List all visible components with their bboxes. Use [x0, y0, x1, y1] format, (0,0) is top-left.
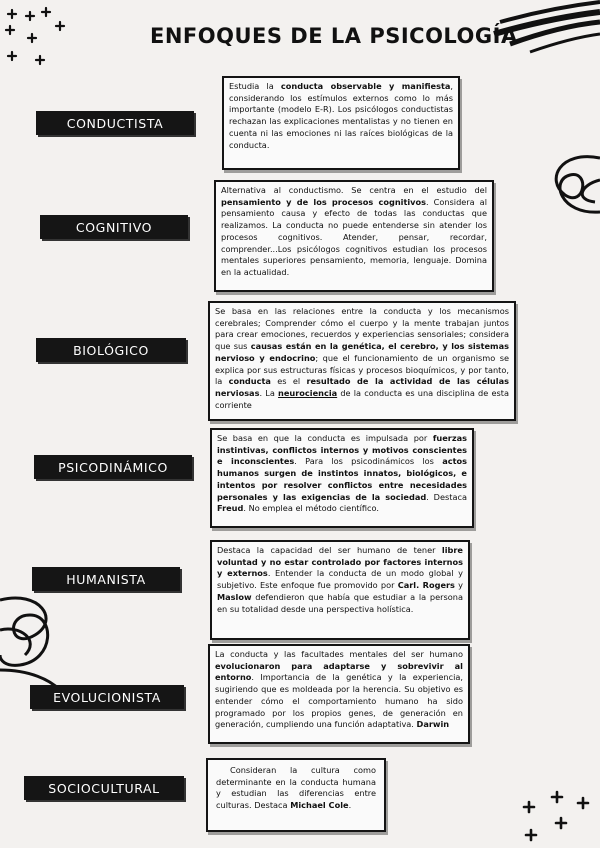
spiral-decoration-right: [540, 140, 600, 230]
description-text-2-5: resultado de la actividad de las células nerviosas: [215, 376, 509, 398]
description-sociocultural: [206, 758, 386, 832]
description-text-4-5: Maslow: [217, 591, 252, 602]
description-text-2-8: de la conducta es una disciplina de esta corriente: [215, 387, 509, 410]
description-psicodinamico: [210, 428, 474, 528]
description-text-2-4: es el: [270, 376, 307, 387]
description-text-1-2: . Considera al pensamiento causa y efecto de todas las conductas que realizamos. La conducta no puede entenderse sin atender los procesos cognitivos. Atender, pensar, recordar, comprender...Los psicólogos cognitivos estudian los procesos mentales superiores pensamiento, memoria, lenguaje. Domina en la actualidad.: [221, 196, 487, 277]
description-text-2-2: ; que el funcionamiento de un organismo se explica por sus estructuras físicas y procesos bioquímicos, y por tanto, la: [215, 352, 509, 387]
description-text-1-1: pensamiento y de los procesos cognitivos: [221, 196, 427, 207]
label-cognitivo: COGNITIVO: [40, 215, 188, 239]
description-text-6-0: Consideran la cultura como determinante en la conducta humana y estudian las diferencias entre culturas. Destaca: [216, 765, 376, 811]
description-text-5-2: . Importancia de la genética y la experiencia, sugiriendo que es moldeada por la herencia. Su objetivo es entender cómo el comportamiento humano ha sido programado por los propios genes, de generación en generación, cumpliendo una función adaptativa.: [215, 672, 463, 730]
label-evolucionista: EVOLUCIONISTA: [30, 685, 184, 709]
description-text-3-0: Se basa en que la conducta es impulsada por: [217, 433, 433, 443]
label-conductista: CONDUCTISTA: [36, 111, 194, 135]
description-text-5-1: evolucionaron para adaptarse y sobrevivir al entorno: [215, 660, 463, 683]
description-text-3-1: fuerzas instintivas, conflictos internos y motivos conscientes e inconscientes: [217, 433, 467, 467]
description-text-1-0: Alternativa al conductismo. Se centra en el estudio del: [221, 185, 487, 195]
stars-decoration-bottom-right: [520, 785, 600, 848]
description-text-4-3: Carl. Rogers: [397, 580, 455, 591]
description-text-6-2: .: [348, 800, 352, 811]
description-humanista: [210, 540, 470, 640]
label-humanista: HUMANISTA: [32, 567, 180, 591]
description-text-3-5: Freud: [217, 503, 244, 514]
description-text-0-2: , considerando los estímulos externos como lo más importante (modelo E-R). Los psicólogos conductistas rechazan las explicaciones mentalistas y no tienen en cuenta ni las emociones ni las raíces biológicas de la conducta.: [229, 81, 453, 150]
description-text-2-0: Se basa en las relaciones entre la conducta y los mecanismos cerebrales; Comprender cómo el cuerpo y la mente trabajan juntos para crear emociones, recuerdos y experiencias sensoriales; considera que sus: [215, 306, 509, 352]
description-text-2-7: neurociencia: [278, 387, 338, 398]
description-text-6-1: Michael Cole: [290, 800, 349, 811]
description-text-4-0: Destaca la capacidad del ser humano de tener: [217, 545, 442, 555]
description-text-3-3: actos humanos surgen de instintos innatos, biológicos, e intentos por resolver conflictos entre necesidades personales y las exigencias de la sociedad: [217, 456, 467, 502]
description-text-3-6: . No emplea el método científico.: [243, 503, 380, 514]
description-cognitivo: [214, 180, 494, 292]
stars-decoration-top-left: [0, 0, 80, 75]
description-text-2-6: . La: [259, 387, 279, 398]
description-evolucionista: [208, 644, 470, 744]
description-text-0-0: Estudia la: [229, 81, 281, 91]
label-sociocultural: SOCIOCULTURAL: [24, 776, 184, 800]
label-biologico: BIOLÓGICO: [36, 338, 186, 362]
description-text-3-4: . Destaca: [426, 491, 468, 502]
description-conductista: [222, 76, 460, 170]
description-text-5-0: La conducta y las facultades mentales del ser humano: [215, 649, 463, 659]
description-text-3-2: . Para los psicodinámicos los: [294, 456, 443, 467]
description-text-0-1: conducta observable y manifiesta: [280, 81, 451, 91]
description-biologico: [208, 301, 516, 421]
description-text-4-1: libre voluntad y no estar controlado por factores internos y externos: [217, 545, 463, 579]
description-text-4-6: defendieron que había que estudiar a la persona en su totalidad desde una perspectiva holística.: [217, 591, 463, 614]
description-text-2-3: conducta: [228, 376, 271, 387]
description-text-5-3: Darwin: [416, 719, 450, 730]
page-title: ENFOQUES DE LA PSICOLOGÍA: [150, 24, 518, 48]
description-text-2-1: causas están en la genética, el cerebro, y los sistemas nervioso y endocrino: [215, 341, 509, 363]
description-text-4-2: . Entender la conducta de un modo global y subjetivo. Este enfoque fue promovido por: [217, 568, 463, 591]
description-text-4-4: y: [454, 580, 464, 591]
label-psicodinamico: PSICODINÁMICO: [34, 455, 192, 479]
